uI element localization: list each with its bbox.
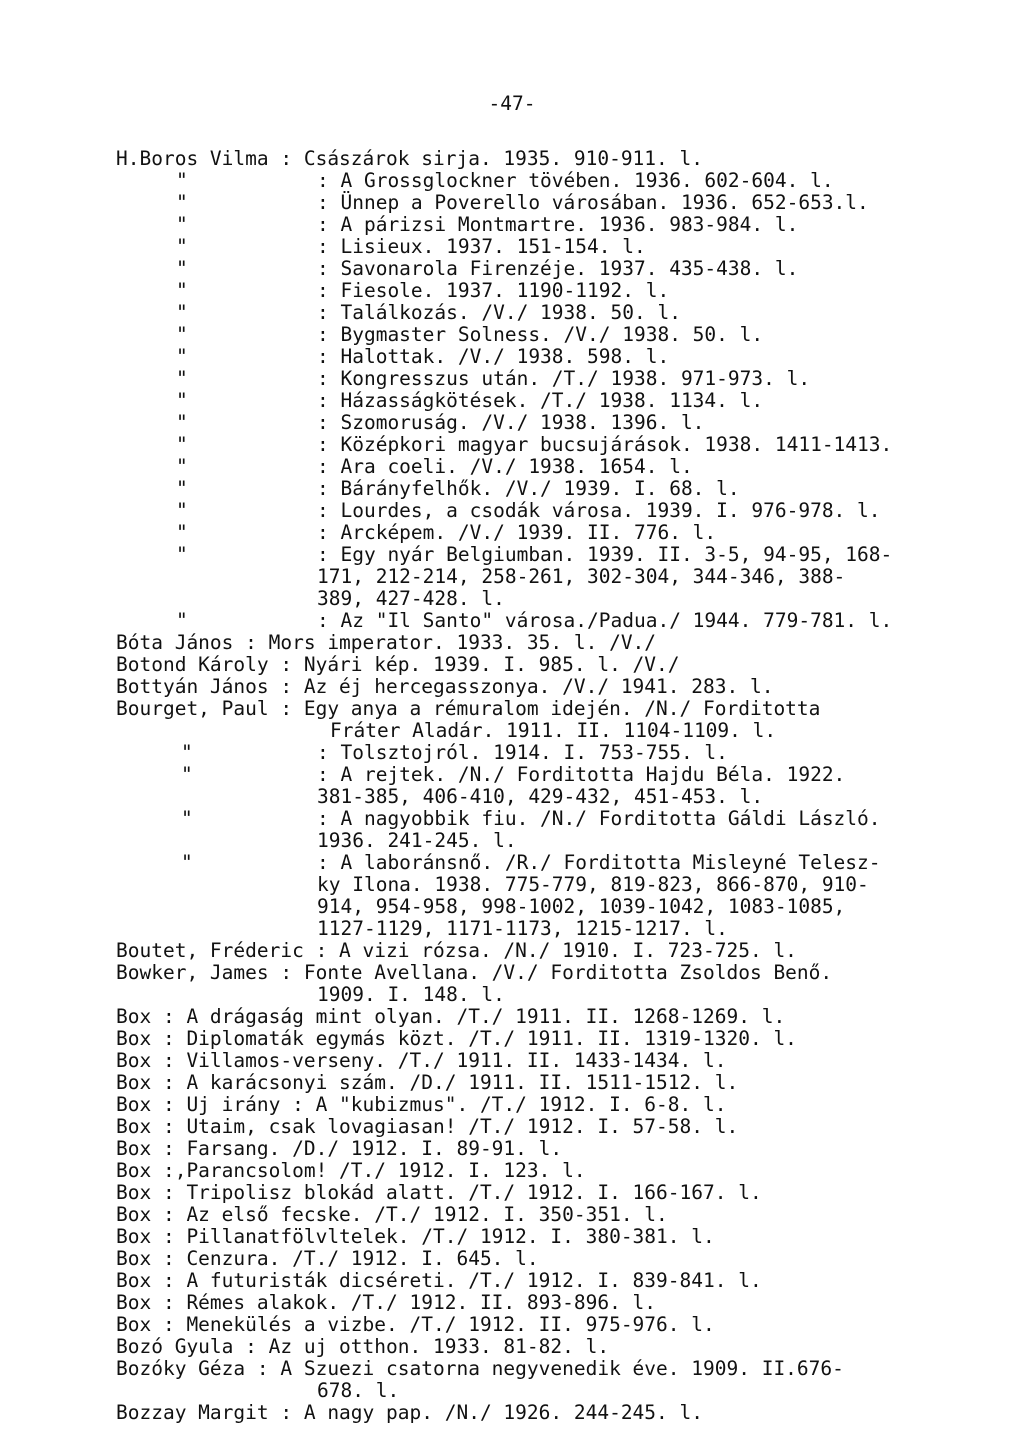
ditto-mark: " bbox=[176, 521, 188, 544]
continuation-line: Fráter Aladár. 1911. II. 1104-1109. l. bbox=[330, 719, 777, 742]
ditto-mark: " bbox=[176, 455, 188, 478]
entry-line: : Halottak. /V./ 1938. 598. l. bbox=[317, 345, 670, 368]
entry-line: H.Boros Vilma : Császárok sirja. 1935. 910-911. l. bbox=[116, 147, 703, 170]
ditto-mark: " bbox=[176, 477, 188, 500]
continuation-line: 678. l. bbox=[317, 1379, 400, 1402]
entry-line: Box : Farsang. /D./ 1912. I. 89-91. l. bbox=[116, 1137, 563, 1160]
ditto-mark: " bbox=[181, 851, 193, 874]
entry-line: Box : Pillanatfölvltelek. /T./ 1912. I. 380-381. l. bbox=[116, 1225, 715, 1248]
continuation-line: ky Ilona. 1938. 775-779, 819-823, 866-870, 910- bbox=[317, 873, 869, 896]
entry-line: Box : Menekülés a vizbe. /T./ 1912. II. 975-976. l. bbox=[116, 1313, 715, 1336]
entry-line: : A nagyobbik fiu. /N./ Forditotta Gáldi László. bbox=[317, 807, 881, 830]
ditto-mark: " bbox=[176, 609, 188, 632]
entry-line: : Szomoruság. /V./ 1938. 1396. l. bbox=[317, 411, 705, 434]
entry-line: : Ara coeli. /V./ 1938. 1654. l. bbox=[317, 455, 693, 478]
continuation-line: 914, 954-958, 998-1002, 1039-1042, 1083-1085, bbox=[317, 895, 846, 918]
continuation-line: 1936. 241-245. l. bbox=[317, 829, 517, 852]
entry-line: : Savonarola Firenzéje. 1937. 435-438. l. bbox=[317, 257, 799, 280]
entry-line: Bottyán János : Az éj hercegasszonya. /V./ 1941. 283. l. bbox=[116, 675, 774, 698]
entry-line: Box : Villamos-verseny. /T./ 1911. II. 1433-1434. l. bbox=[116, 1049, 727, 1072]
entry-line: Box : A karácsonyi szám. /D./ 1911. II. 1511-1512. l. bbox=[116, 1071, 739, 1094]
ditto-mark: " bbox=[176, 301, 188, 324]
entry-line: : A párizsi Montmartre. 1936. 983-984. l. bbox=[317, 213, 799, 236]
ditto-mark: " bbox=[176, 279, 188, 302]
entry-line: Bozó Gyula : Az uj otthon. 1933. 81-82. l. bbox=[116, 1335, 610, 1358]
entry-line: : Középkori magyar bucsujárások. 1938. 1411-1413. bbox=[317, 433, 893, 456]
entry-line: Box : Uj irány : A "kubizmus". /T./ 1912. I. 6-8. l. bbox=[116, 1093, 727, 1116]
entry-line: : Lisieux. 1937. 151-154. l. bbox=[317, 235, 646, 258]
entry-line: Box : A drágaság mint olyan. /T./ 1911. II. 1268-1269. l. bbox=[116, 1005, 786, 1028]
page-number: -47- bbox=[488, 92, 536, 115]
ditto-mark: " bbox=[181, 763, 193, 786]
entry-line: Box : Cenzura. /T./ 1912. I. 645. l. bbox=[116, 1247, 539, 1270]
entry-line: Box : Tripolisz blokád alatt. /T./ 1912. I. 166-167. l. bbox=[116, 1181, 762, 1204]
ditto-mark: " bbox=[176, 411, 188, 434]
ditto-mark: " bbox=[176, 499, 188, 522]
continuation-line: 381-385, 406-410, 429-432, 451-453. l. bbox=[317, 785, 764, 808]
entry-line: : Bygmaster Solness. /V./ 1938. 50. l. bbox=[317, 323, 764, 346]
entry-line: Bozzay Margit : A nagy pap. /N./ 1926. 244-245. l. bbox=[116, 1401, 703, 1424]
entry-line: : Bárányfelhők. /V./ 1939. I. 68. l. bbox=[317, 477, 740, 500]
entry-line: : Fiesole. 1937. 1190-1192. l. bbox=[317, 279, 670, 302]
ditto-mark: " bbox=[176, 257, 188, 280]
entry-line: : Arcképem. /V./ 1939. II. 776. l. bbox=[317, 521, 717, 544]
entry-line: Bóta János : Mors imperator. 1933. 35. l. /V./ bbox=[116, 631, 657, 654]
ditto-mark: " bbox=[176, 323, 188, 346]
entry-line: Bozóky Géza : A Szuezi csatorna negyvenedik éve. 1909. II.676- bbox=[116, 1357, 844, 1380]
entry-line: Box :,Parancsolom! /T./ 1912. I. 123. l. bbox=[116, 1159, 586, 1182]
entry-line: : Lourdes, a csodák városa. 1939. I. 976-978. l. bbox=[317, 499, 881, 522]
entry-line: : Tolsztojról. 1914. I. 753-755. l. bbox=[317, 741, 728, 764]
ditto-mark: " bbox=[176, 367, 188, 390]
entry-line: Bowker, James : Fonte Avellana. /V./ Forditotta Zsoldos Benő. bbox=[116, 961, 833, 984]
entry-line: Botond Károly : Nyári kép. 1939. I. 985. l. /V./ bbox=[116, 653, 680, 676]
continuation-line: 1127-1129, 1171-1173, 1215-1217. l. bbox=[317, 917, 728, 940]
ditto-mark: " bbox=[176, 191, 188, 214]
entry-line: : Találkozás. /V./ 1938. 50. l. bbox=[317, 301, 681, 324]
entry-line: : Egy nyár Belgiumban. 1939. II. 3-5, 94-95, 168- bbox=[317, 543, 893, 566]
ditto-mark: " bbox=[176, 345, 188, 368]
entry-line: : Kongresszus után. /T./ 1938. 971-973. l. bbox=[317, 367, 811, 390]
entry-line: Box : Diplomaták egymás közt. /T./ 1911. II. 1319-1320. l. bbox=[116, 1027, 797, 1050]
ditto-mark: " bbox=[176, 543, 188, 566]
ditto-mark: " bbox=[176, 235, 188, 258]
entry-line: : A rejtek. /N./ Forditotta Hajdu Béla. 1922. bbox=[317, 763, 846, 786]
entry-line: Box : Utaim, csak lovagiasan! /T./ 1912. I. 57-58. l. bbox=[116, 1115, 739, 1138]
ditto-mark: " bbox=[176, 169, 188, 192]
entry-line: Bourget, Paul : Egy anya a rémuralom idején. /N./ Forditotta bbox=[116, 697, 821, 720]
entry-line: Box : A futuristák dicséreti. /T./ 1912. I. 839-841. l. bbox=[116, 1269, 762, 1292]
ditto-mark: " bbox=[176, 389, 188, 412]
continuation-line: 1909. I. 148. l. bbox=[317, 983, 505, 1006]
entry-line: : Az "Il Santo" városa./Padua./ 1944. 779-781. l. bbox=[317, 609, 893, 632]
ditto-mark: " bbox=[176, 433, 188, 456]
entry-line: : A laboránsnő. /R./ Forditotta Misleyné Telesz- bbox=[317, 851, 881, 874]
continuation-line: 389, 427-428. l. bbox=[317, 587, 505, 610]
entry-line: Box : Rémes alakok. /T./ 1912. II. 893-896. l. bbox=[116, 1291, 657, 1314]
ditto-mark: " bbox=[176, 213, 188, 236]
entry-line: Boutet, Fréderic : A vizi rózsa. /N./ 1910. I. 723-725. l. bbox=[116, 939, 797, 962]
continuation-line: 171, 212-214, 258-261, 302-304, 344-346, 388- bbox=[317, 565, 846, 588]
entry-line: : Házasságkötések. /T./ 1938. 1134. l. bbox=[317, 389, 764, 412]
ditto-mark: " bbox=[181, 741, 193, 764]
ditto-mark: " bbox=[181, 807, 193, 830]
entry-line: : Ünnep a Poverello városában. 1936. 652-653.l. bbox=[317, 191, 869, 214]
entry-line: : A Grossglockner tövében. 1936. 602-604. l. bbox=[317, 169, 834, 192]
entry-line: Box : Az első fecske. /T./ 1912. I. 350-351. l. bbox=[116, 1203, 668, 1226]
